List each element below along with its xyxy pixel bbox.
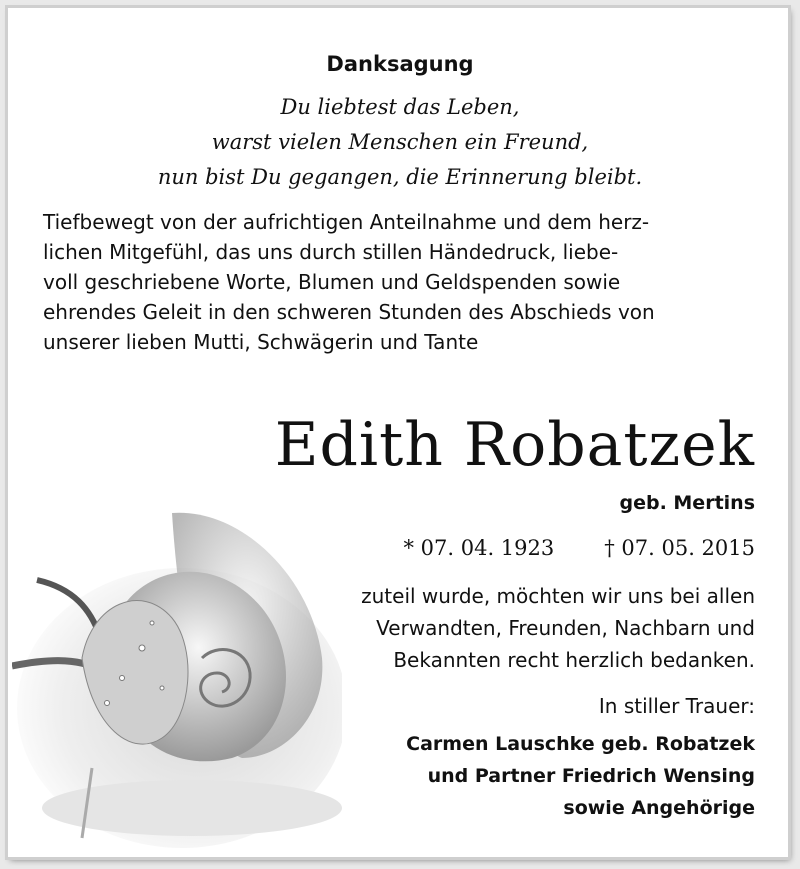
mourning-label: In stiller Trauer: [598, 694, 755, 718]
rose-icon [12, 508, 342, 853]
death-date: † 07. 05. 2015 [604, 536, 755, 560]
thanks-line: zuteil wurde, möchten wir uns bei allen [361, 584, 755, 608]
deceased-name: Edith Robatzek [274, 410, 755, 480]
thanks-text [361, 580, 755, 676]
mourner-line: sowie Angehörige [563, 797, 755, 819]
poem-line: warst vielen Menschen ein Freund, [211, 130, 589, 154]
thanks-line: Verwandten, Freunden, Nachbarn und [376, 616, 755, 640]
intro-line: lichen Mitgefühl, das uns durch stillen Händedruck, liebe- [43, 240, 619, 264]
intro-text [43, 207, 755, 357]
poem-line: Du liebtest das Leben, [280, 95, 520, 119]
birth-name: geb. Mertins [619, 492, 755, 514]
birth-date: * 07. 04. 1923 [403, 536, 555, 560]
notice-heading: Danksagung [326, 52, 474, 76]
life-dates [403, 536, 755, 560]
intro-line: unserer lieben Mutti, Schwägerin und Tante [43, 330, 479, 354]
poem [0, 90, 800, 195]
intro-line: ehrendes Geleit in den schweren Stunden des Abschieds von [43, 300, 655, 324]
mourners-list [406, 728, 755, 824]
intro-line: voll geschriebene Worte, Blumen und Geldspenden sowie [43, 270, 621, 294]
poem-line: nun bist Du gegangen, die Erinnerung bleibt. [157, 165, 643, 189]
mourner-line: Carmen Lauschke geb. Robatzek [406, 733, 755, 755]
thanks-line: Bekannten recht herzlich bedanken. [393, 648, 755, 672]
intro-line: Tiefbewegt von der aufrichtigen Anteilnahme und dem herz- [43, 210, 650, 234]
mourner-line: und Partner Friedrich Wensing [427, 765, 755, 787]
